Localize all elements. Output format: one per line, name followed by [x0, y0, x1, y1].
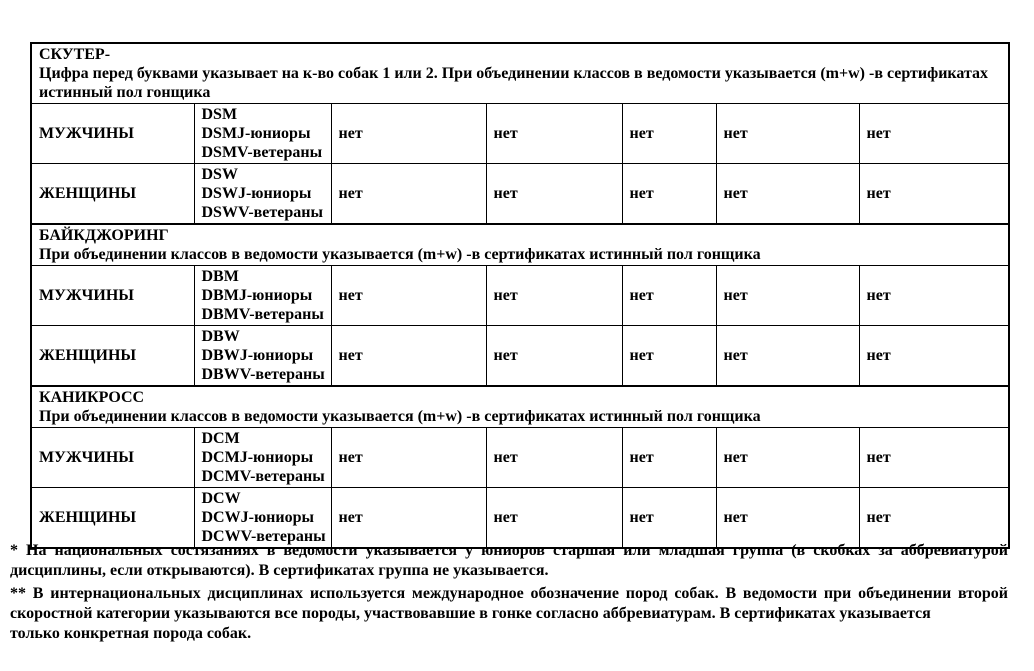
value-cell: нет	[486, 104, 622, 164]
codes-cell	[194, 266, 331, 326]
value-cell: нет	[331, 266, 486, 326]
value-cell: нет	[622, 104, 716, 164]
value-cell: нет	[859, 428, 1009, 488]
section-title: КАНИКРОСС	[39, 389, 145, 406]
value-cell: нет	[486, 164, 622, 225]
code-line: DCWV-ветераны	[201, 528, 326, 545]
gender-cell: ЖЕНЩИНЫ	[31, 326, 194, 387]
section-header-row	[31, 43, 1009, 104]
section-header-cell	[31, 43, 1009, 104]
codes-cell	[194, 104, 331, 164]
value-cell: нет	[859, 326, 1009, 387]
value-cell: нет	[859, 488, 1009, 549]
code-line: DSW	[201, 166, 238, 183]
value-cell: нет	[622, 326, 716, 387]
value-cell: нет	[716, 428, 859, 488]
value-cell: нет	[622, 266, 716, 326]
codes-cell	[194, 164, 331, 225]
value-cell: нет	[331, 326, 486, 387]
table-row	[31, 266, 1009, 326]
value-cell: нет	[331, 488, 486, 549]
value-cell: нет	[486, 488, 622, 549]
code-line: DSMJ-юниоры	[201, 125, 311, 142]
footnote-line: * На национальных состязаниях в ведомости указывается у юниоров старшая или младшая группа (в скобках за аббревиатурой	[10, 542, 1008, 559]
section-note: При объединении классов в ведомости указывается (m+w) -в сертификатах истинный пол гонщика	[39, 246, 761, 263]
table-row	[31, 326, 1009, 387]
value-cell: нет	[331, 428, 486, 488]
value-cell: нет	[859, 164, 1009, 225]
code-line: DBMV-ветераны	[201, 306, 324, 323]
section-note: При объединении классов в ведомости указывается (m+w) -в сертификатах истинный пол гонщика	[39, 408, 761, 425]
value-cell: нет	[622, 164, 716, 225]
code-line: DCM	[201, 430, 240, 447]
value-cell: нет	[486, 326, 622, 387]
footnote-line: ** В интернациональных дисциплинах используется международное обозначение пород собак. В ведомости при объединении второй	[10, 585, 1008, 602]
code-line: DBW	[201, 328, 240, 345]
section-note: Цифра перед буквами указывает на к-во собак 1 или 2. При объединении классов в ведомости указывается (m+w) -в сертификатах истинный пол гонщика	[39, 65, 989, 101]
code-line: DCWJ-юниоры	[201, 509, 314, 526]
value-cell: нет	[716, 326, 859, 387]
section-title: БАЙКДЖОРИНГ	[39, 227, 169, 244]
footnote-1	[10, 541, 1008, 581]
footnote-line: дисциплины, если открываются). В сертификатах группа не указывается.	[10, 562, 549, 579]
section-header-row	[31, 224, 1009, 266]
section-header-row	[31, 386, 1009, 428]
value-cell: нет	[716, 266, 859, 326]
codes-cell	[194, 488, 331, 549]
value-cell: нет	[716, 104, 859, 164]
gender-cell: МУЖЧИНЫ	[31, 104, 194, 164]
footnote-2	[10, 584, 1008, 644]
code-line: DBM	[201, 268, 239, 285]
value-cell: нет	[859, 104, 1009, 164]
footnotes	[10, 541, 1008, 644]
code-line: DCMJ-юниоры	[201, 449, 314, 466]
code-line: DSM	[201, 106, 238, 123]
section-header-cell	[31, 224, 1009, 266]
value-cell: нет	[622, 488, 716, 549]
gender-cell: МУЖЧИНЫ	[31, 266, 194, 326]
value-cell: нет	[486, 266, 622, 326]
footnote-line: скоростной категории указываются все породы, участвовавшие в гонке согласно аббревиатурам. В сертификатах указывается	[10, 605, 931, 622]
code-line: DBWJ-юниоры	[201, 347, 314, 364]
table-row	[31, 104, 1009, 164]
value-cell: нет	[622, 428, 716, 488]
gender-cell: ЖЕНЩИНЫ	[31, 488, 194, 549]
code-line: DCW	[201, 490, 241, 507]
code-line: DBWV-ветераны	[201, 366, 325, 383]
section-title: СКУТЕР-	[39, 46, 111, 63]
gender-cell: ЖЕНЩИНЫ	[31, 164, 194, 225]
code-line: DSMV-ветераны	[201, 144, 323, 161]
value-cell: нет	[859, 266, 1009, 326]
value-cell: нет	[716, 488, 859, 549]
value-cell: нет	[331, 164, 486, 225]
code-line: DCMV-ветераны	[201, 468, 325, 485]
table-row	[31, 488, 1009, 549]
table-row	[31, 164, 1009, 225]
codes-cell	[194, 428, 331, 488]
codes-cell	[194, 326, 331, 387]
code-line: DSWV-ветераны	[201, 204, 323, 221]
footnote-line: только конкретная порода собак.	[10, 625, 252, 642]
value-cell: нет	[716, 164, 859, 225]
value-cell: нет	[486, 428, 622, 488]
disciplines-table	[30, 42, 1010, 549]
value-cell: нет	[331, 104, 486, 164]
code-line: DBMJ-юниоры	[201, 287, 313, 304]
gender-cell: МУЖЧИНЫ	[31, 428, 194, 488]
section-header-cell	[31, 386, 1009, 428]
table-row	[31, 428, 1009, 488]
code-line: DSWJ-юниоры	[201, 185, 312, 202]
